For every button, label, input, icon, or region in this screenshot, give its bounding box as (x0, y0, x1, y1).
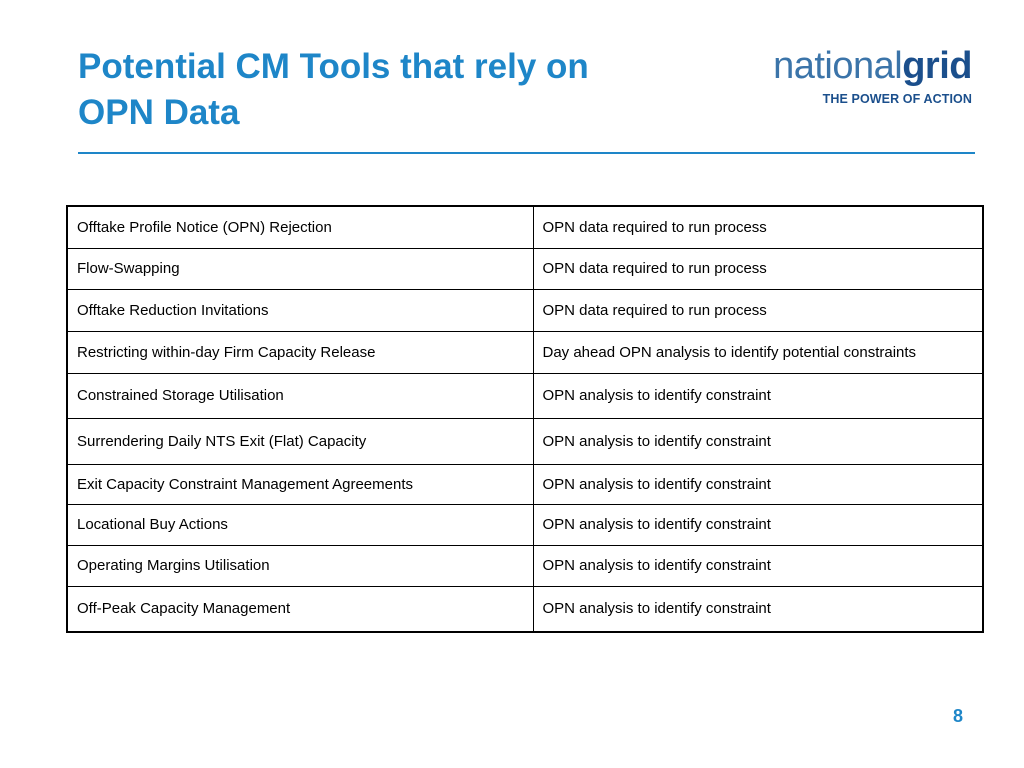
opn-reliance-cell: OPN analysis to identify constraint (533, 586, 983, 632)
page-number: 8 (952, 706, 963, 726)
tool-name-cell: Restricting within-day Firm Capacity Release (67, 331, 533, 373)
table-row (67, 248, 983, 289)
table-row (67, 289, 983, 331)
tool-name-cell: Offtake Reduction Invitations (67, 289, 533, 331)
table-body (67, 206, 983, 632)
slide-title (78, 44, 698, 136)
slide-title-line-1: Potential CM Tools that rely on (78, 47, 589, 86)
logo-wordmark (773, 46, 972, 86)
table-row (67, 418, 983, 464)
table-row (67, 331, 983, 373)
tool-name-cell: Offtake Profile Notice (OPN) Rejection (67, 206, 533, 248)
tool-name-cell: Locational Buy Actions (67, 504, 533, 545)
opn-reliance-cell: OPN analysis to identify constraint (533, 545, 983, 586)
opn-reliance-cell: OPN analysis to identify constraint (533, 504, 983, 545)
cm-tools-table (66, 205, 984, 633)
opn-reliance-cell: OPN data required to run process (533, 289, 983, 331)
tool-name-cell: Off-Peak Capacity Management (67, 586, 533, 632)
cm-tools-table-container (66, 205, 982, 633)
tool-name-cell: Constrained Storage Utilisation (67, 373, 533, 418)
tool-name-cell: Surrendering Daily NTS Exit (Flat) Capacity (67, 418, 533, 464)
table-row (67, 206, 983, 248)
logo-word-light: national (773, 45, 903, 87)
opn-reliance-cell: OPN data required to run process (533, 248, 983, 289)
slide-title-line-2: OPN Data (78, 93, 240, 132)
table-row (67, 545, 983, 586)
opn-reliance-cell: OPN analysis to identify constraint (533, 418, 983, 464)
tool-name-cell: Operating Margins Utilisation (67, 545, 533, 586)
logo-word-bold: grid (902, 45, 972, 87)
table-row (67, 373, 983, 418)
national-grid-logo (773, 46, 972, 106)
table-row (67, 504, 983, 545)
tool-name-cell: Flow-Swapping (67, 248, 533, 289)
opn-reliance-cell: OPN analysis to identify constraint (533, 373, 983, 418)
table-row (67, 464, 983, 504)
opn-reliance-cell: Day ahead OPN analysis to identify potential constraints (533, 331, 983, 373)
tool-name-cell: Exit Capacity Constraint Management Agreements (67, 464, 533, 504)
title-divider (78, 152, 975, 154)
opn-reliance-cell: OPN data required to run process (533, 206, 983, 248)
logo-tagline: THE POWER OF ACTION (822, 92, 972, 106)
table-row (67, 586, 983, 632)
opn-reliance-cell: OPN analysis to identify constraint (533, 464, 983, 504)
